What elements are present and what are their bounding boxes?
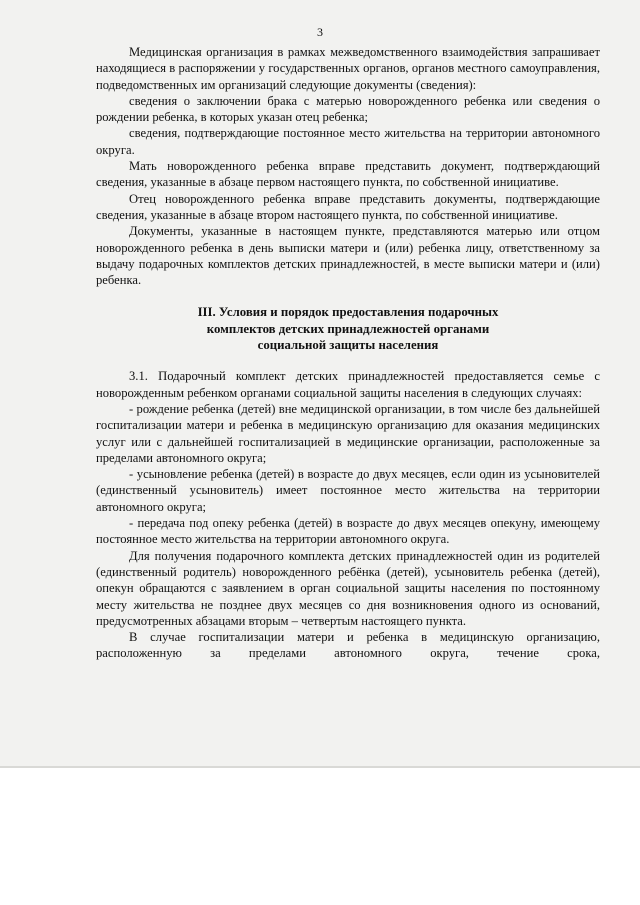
paragraph: сведения о заключении брака с матерью новорожденного ребенка или сведения о рождении ребенка, в которых указан отец ребенка; — [96, 93, 600, 125]
list-item: - рождение ребенка (детей) вне медицинской организации, в том числе без дальнейшей госпитализации матери и ребенка в медицинскую организацию для оказания медицинских услуг или с дальнейшей госпитализацией в медицинские организации, расположенные за пределами автономного округа; — [96, 401, 600, 465]
paragraph: сведения, подтверждающие постоянное место жительства на территории автономного округа. — [96, 126, 600, 157]
section-heading-line: социальной защиты населения — [257, 338, 439, 353]
paragraph: В случае госпитализации матери и ребенка в медицинскую организацию, расположенную за пределами автономного округа, течение срока, — [96, 630, 600, 661]
section-heading-line: комплектов детских принадлежностей органами — [206, 321, 490, 336]
list-item: - усыновление ребенка (детей) в возрасте до двух месяцев, если один из усыновителей (единственный усыновитель) имеет постоянное место жительства на территории автономного округа; — [96, 467, 600, 514]
paragraph: Отец новорожденного ребенка вправе представить документы, подтверждающие сведения, указанные в абзаце втором настоящего пункта, по собственной инициативе. — [96, 191, 600, 222]
page-body — [96, 44, 600, 662]
list-item: - передача под опеку ребенка (детей) в возрасте до двух месяцев опекуну, имеющему постоянное место жительства на территории автономного округа. — [96, 516, 600, 547]
paragraph: Медицинская организация в рамках межведомственного взаимодействия запрашивает находящиеся в распоряжении у государственных органов, органов местного самоуправления, подведомственных им организаций следующие документы (сведения): — [96, 45, 600, 92]
page-edge — [0, 766, 640, 768]
section-heading — [96, 304, 600, 353]
paragraph: Документы, указанные в настоящем пункте, представляются матерью или отцом новорожденного ребенка в день выписки матери и (или) ребенка лицу, ответственному за выдачу подарочных комплектов детских принадлежностей, в месте выписки матери и (или) ребенка. — [96, 224, 600, 288]
paragraph: 3.1. Подарочный комплект детских принадлежностей предоставляется семье с новорожденным ребенком органами социальной защиты населения в следующих случаях: — [96, 369, 600, 400]
page-number: 3 — [317, 25, 323, 39]
section-heading-line: III. Условия и порядок предоставления подарочных — [197, 305, 499, 320]
paragraph: Мать новорожденного ребенка вправе представить документ, подтверждающий сведения, указанные в абзаце первом настоящего пункта, по собственной инициативе. — [96, 159, 600, 190]
paragraph: Для получения подарочного комплекта детских принадлежностей один из родителей (единственный родитель) новорожденного ребёнка (детей), усыновитель ребенка (детей), опекун обращаются с заявлением в орган социальной защиты населения по постоянному месту жительства не позднее двух месяцев со дня возникновения одного из оснований, предусмотренных абзацами вторым – четвертым настоящего пункта. — [96, 548, 600, 628]
